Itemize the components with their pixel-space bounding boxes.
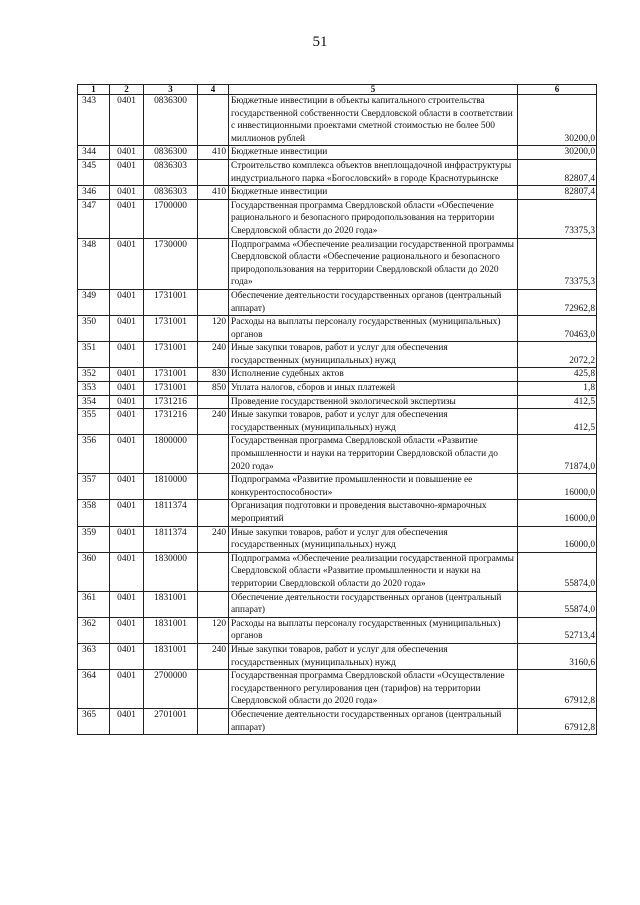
amount-cell: 70463,0 [518,316,597,342]
table-header-row [78,85,597,95]
item-name-cell: Обеспечение деятельности государственных органов (центральный аппарат) [229,289,518,315]
table-row [78,342,597,368]
item-name-cell: Государственная программа Свердловской области «Обеспечение рационального и безопасного природопользования на территории Свердловской области до 2020 года» [229,199,518,238]
section-code-cell: 0401 [110,368,144,382]
table-row [78,552,597,591]
amount-cell: 2072,2 [518,342,597,368]
amount-cell: 73375,3 [518,199,597,238]
section-code-cell: 0401 [110,159,144,185]
target-code-cell: 1810000 [144,474,198,500]
item-name-cell: Государственная программа Свердловской области «Осуществление государственного регулирования цен (тарифов) на территории Свердловской области до 2020 года» [229,670,518,709]
expense-type-cell [198,435,229,474]
table-row [78,382,597,396]
target-code-cell: 1800000 [144,435,198,474]
target-code-cell: 1831001 [144,591,198,617]
expense-type-cell: 410 [198,186,229,200]
column-header: 1 [78,85,110,95]
target-code-cell: 1730000 [144,238,198,289]
row-number-cell: 345 [78,159,110,185]
row-number-cell: 348 [78,238,110,289]
target-code-cell: 1731001 [144,289,198,315]
section-code-cell: 0401 [110,500,144,526]
item-name-cell: Бюджетные инвестиции [229,146,518,160]
row-number-cell: 354 [78,395,110,409]
table-row [78,238,597,289]
section-code-cell: 0401 [110,382,144,396]
table-row [78,617,597,643]
row-number-cell: 350 [78,316,110,342]
row-number-cell: 357 [78,474,110,500]
section-code-cell: 0401 [110,643,144,669]
section-code-cell: 0401 [110,670,144,709]
table-row [78,95,597,146]
column-header: 4 [198,85,229,95]
section-code-cell: 0401 [110,238,144,289]
item-name-cell: Бюджетные инвестиции в объекты капитального строительства государственной собственности Свердловской области в соответствии с инвестиционными проектами сметной стоимостью не более 500 миллионов рублей [229,95,518,146]
row-number-cell: 349 [78,289,110,315]
amount-cell: 55874,0 [518,591,597,617]
target-code-cell: 1831001 [144,643,198,669]
section-code-cell: 0401 [110,552,144,591]
item-name-cell: Обеспечение деятельности государственных органов (центральный аппарат) [229,708,518,734]
section-code-cell: 0401 [110,617,144,643]
amount-cell: 52713,4 [518,617,597,643]
section-code-cell: 0401 [110,708,144,734]
amount-cell: 67912,8 [518,708,597,734]
table-row [78,146,597,160]
target-code-cell: 1811374 [144,500,198,526]
item-name-cell: Бюджетные инвестиции [229,186,518,200]
section-code-cell: 0401 [110,146,144,160]
target-code-cell: 1731001 [144,368,198,382]
item-name-cell: Подпрограмма «Обеспечение реализации государственной программы Свердловской области «Развитие промышленности и науки на территории Свердловской области до 2020 года» [229,552,518,591]
table-row [78,591,597,617]
expense-type-cell [198,474,229,500]
section-code-cell: 0401 [110,289,144,315]
row-number-cell: 360 [78,552,110,591]
target-code-cell: 0836300 [144,95,198,146]
expense-type-cell: 240 [198,409,229,435]
section-code-cell: 0401 [110,409,144,435]
section-code-cell: 0401 [110,435,144,474]
page-number: 51 [312,34,328,50]
target-code-cell: 0836303 [144,186,198,200]
row-number-cell: 356 [78,435,110,474]
column-header: 3 [144,85,198,95]
table-row [78,526,597,552]
target-code-cell: 2701001 [144,708,198,734]
expense-type-cell: 410 [198,146,229,160]
amount-cell: 30200,0 [518,95,597,146]
section-code-cell: 0401 [110,395,144,409]
row-number-cell: 351 [78,342,110,368]
table-row [78,186,597,200]
target-code-cell: 1731216 [144,409,198,435]
target-code-cell: 1731001 [144,382,198,396]
expense-type-cell [198,552,229,591]
row-number-cell: 358 [78,500,110,526]
item-name-cell: Иные закупки товаров, работ и услуг для обеспечения государственных (муниципальных) нужд [229,342,518,368]
expense-type-cell [198,159,229,185]
expense-type-cell [198,708,229,734]
row-number-cell: 363 [78,643,110,669]
expense-type-cell: 120 [198,316,229,342]
column-header: 2 [110,85,144,95]
expense-type-cell: 240 [198,526,229,552]
expense-type-cell [198,289,229,315]
amount-cell: 82807,4 [518,186,597,200]
item-name-cell: Иные закупки товаров, работ и услуг для обеспечения государственных (муниципальных) нужд [229,526,518,552]
amount-cell: 1,8 [518,382,597,396]
row-number-cell: 344 [78,146,110,160]
expense-type-cell: 240 [198,643,229,669]
target-code-cell: 1731001 [144,342,198,368]
table-row [78,474,597,500]
section-code-cell: 0401 [110,342,144,368]
table-row [78,409,597,435]
table-row [78,395,597,409]
table-row [78,670,597,709]
table-row [78,199,597,238]
expense-type-cell [198,500,229,526]
table-row [78,435,597,474]
row-number-cell: 361 [78,591,110,617]
section-code-cell: 0401 [110,186,144,200]
expense-type-cell [198,238,229,289]
column-header: 5 [229,85,518,95]
table-row [78,159,597,185]
section-code-cell: 0401 [110,474,144,500]
amount-cell: 16000,0 [518,526,597,552]
table-row [78,643,597,669]
table-row [78,316,597,342]
target-code-cell: 1731001 [144,316,198,342]
amount-cell: 16000,0 [518,500,597,526]
table-row [78,708,597,734]
section-code-cell: 0401 [110,316,144,342]
item-name-cell: Проведение государственной экологической экспертизы [229,395,518,409]
amount-cell: 55874,0 [518,552,597,591]
expense-type-cell: 120 [198,617,229,643]
expense-type-cell [198,199,229,238]
amount-cell: 71874,0 [518,435,597,474]
amount-cell: 72962,8 [518,289,597,315]
table-row [78,289,597,315]
section-code-cell: 0401 [110,591,144,617]
row-number-cell: 365 [78,708,110,734]
item-name-cell: Расходы на выплаты персоналу государственных (муниципальных) органов [229,617,518,643]
target-code-cell: 0836300 [144,146,198,160]
expense-type-cell: 830 [198,368,229,382]
amount-cell: 16000,0 [518,474,597,500]
item-name-cell: Подпрограмма «Развитие промышленности и повышение ее конкурентоспособности» [229,474,518,500]
column-header: 6 [518,85,597,95]
item-name-cell: Исполнение судебных актов [229,368,518,382]
budget-table [77,84,597,735]
row-number-cell: 346 [78,186,110,200]
amount-cell: 82807,4 [518,159,597,185]
item-name-cell: Строительство комплекса объектов внеплощадочной инфраструктуры индустриального парка «Богословский» в городе Краснотурьинске [229,159,518,185]
expense-type-cell [198,95,229,146]
expense-type-cell: 850 [198,382,229,396]
row-number-cell: 352 [78,368,110,382]
amount-cell: 73375,3 [518,238,597,289]
target-code-cell: 2700000 [144,670,198,709]
section-code-cell: 0401 [110,199,144,238]
target-code-cell: 1811374 [144,526,198,552]
expense-type-cell: 240 [198,342,229,368]
item-name-cell: Расходы на выплаты персоналу государственных (муниципальных) органов [229,316,518,342]
item-name-cell: Государственная программа Свердловской области «Развитие промышленности и науки на территории Свердловской области до 2020 года» [229,435,518,474]
target-code-cell: 1830000 [144,552,198,591]
amount-cell: 412,5 [518,395,597,409]
target-code-cell: 1731216 [144,395,198,409]
row-number-cell: 347 [78,199,110,238]
section-code-cell: 0401 [110,95,144,146]
item-name-cell: Обеспечение деятельности государственных органов (центральный аппарат) [229,591,518,617]
table-row [78,368,597,382]
row-number-cell: 364 [78,670,110,709]
amount-cell: 412,5 [518,409,597,435]
row-number-cell: 355 [78,409,110,435]
item-name-cell: Подпрограмма «Обеспечение реализации государственной программы Свердловской области «Обеспечение рационального и безопасного природопользования на территории Свердловской области до 2020 года» [229,238,518,289]
target-code-cell: 1700000 [144,199,198,238]
expense-type-cell [198,395,229,409]
section-code-cell: 0401 [110,526,144,552]
table-row [78,500,597,526]
table-body [78,95,597,735]
item-name-cell: Иные закупки товаров, работ и услуг для обеспечения государственных (муниципальных) нужд [229,409,518,435]
amount-cell: 67912,8 [518,670,597,709]
item-name-cell: Уплата налогов, сборов и иных платежей [229,382,518,396]
row-number-cell: 353 [78,382,110,396]
target-code-cell: 0836303 [144,159,198,185]
amount-cell: 425,8 [518,368,597,382]
expense-type-cell [198,591,229,617]
row-number-cell: 343 [78,95,110,146]
amount-cell: 3160,6 [518,643,597,669]
amount-cell: 30200,0 [518,146,597,160]
item-name-cell: Иные закупки товаров, работ и услуг для обеспечения государственных (муниципальных) нужд [229,643,518,669]
row-number-cell: 362 [78,617,110,643]
row-number-cell: 359 [78,526,110,552]
item-name-cell: Организация подготовки и проведения выставочно-ярмарочных мероприятий [229,500,518,526]
target-code-cell: 1831001 [144,617,198,643]
expense-type-cell [198,670,229,709]
